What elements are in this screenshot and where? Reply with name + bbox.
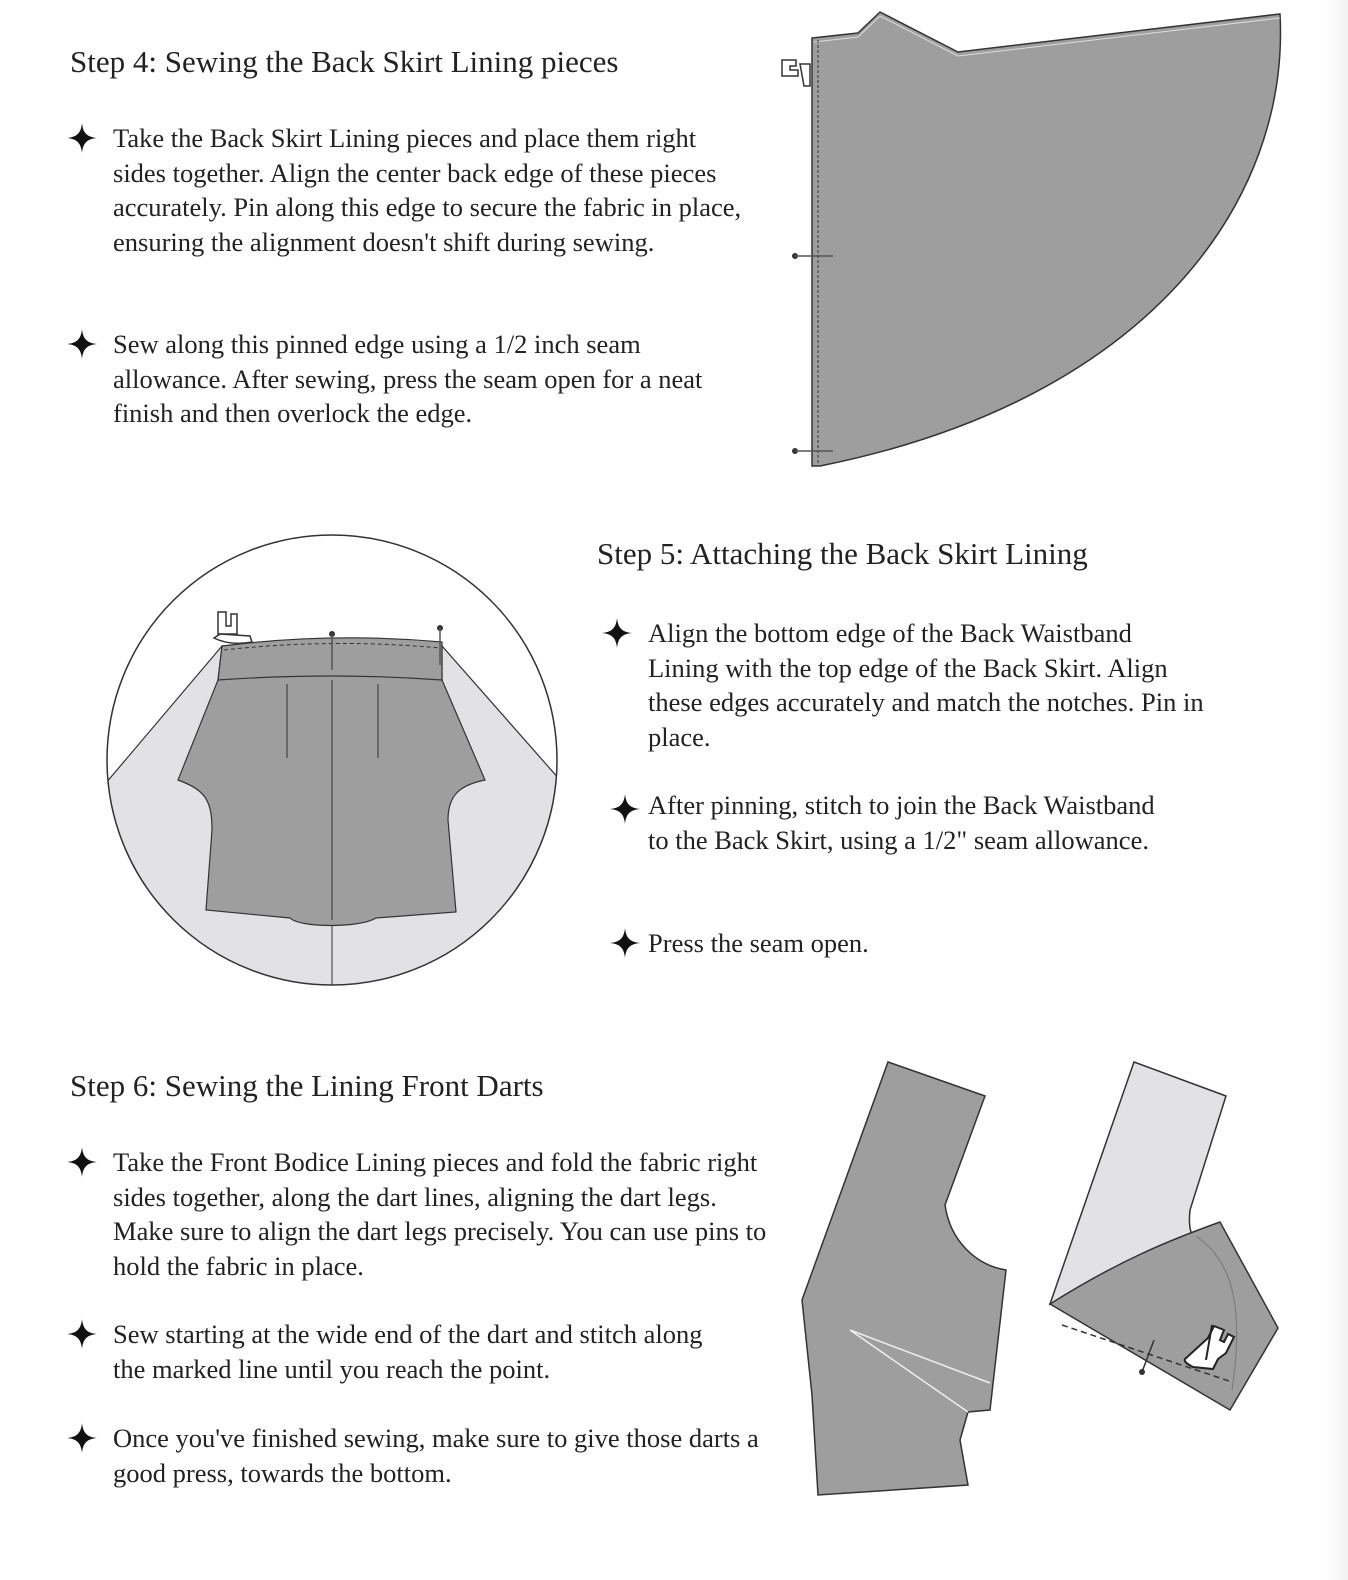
star-bullet-icon <box>67 1147 97 1177</box>
bullet-text: After pinning, stitch to join the Back Waistband to the Back Skirt, using a 1/2" seam allowance. <box>648 790 1155 855</box>
step-6-bullet <box>113 1145 778 1283</box>
star-bullet-icon <box>67 1423 97 1453</box>
step-5-title: Step 5: Attaching the Back Skirt Lining <box>597 536 1088 571</box>
waistband-skirt-illustration <box>100 535 560 1000</box>
star-bullet-icon <box>610 794 640 824</box>
step-5-bullet <box>648 616 1208 754</box>
step-6-bullet <box>113 1421 763 1490</box>
step-5-bullet <box>648 788 1168 857</box>
front-bodice-dart-illustration <box>802 1062 1278 1495</box>
bullet-text: Take the Front Bodice Lining pieces and fold the fabric right sides together, along the dart lines, aligning the dart legs. Make sure to align the dart legs precisely. You can use pins to hold the fabric in place. <box>113 1147 767 1281</box>
presser-foot-icon <box>782 60 810 86</box>
star-bullet-icon <box>602 618 632 648</box>
step-5-bullet <box>648 926 1168 961</box>
step-6-bullet <box>113 1317 733 1386</box>
bullet-text: Take the Back Skirt Lining pieces and place them right sides together. Align the center back edge of these pieces accurately. Pin along this edge to secure the fabric in place, ensuring the alignment doesn't shift during sewing. <box>113 123 742 257</box>
bullet-text: Sew starting at the wide end of the dart and stitch along the marked line until you reach the point. <box>113 1319 703 1384</box>
step-6-title: Step 6: Sewing the Lining Front Darts <box>70 1068 544 1103</box>
bullet-text: Align the bottom edge of the Back Waistband Lining with the top edge of the Back Skirt. Align these edges accurately and match the notches. Pin in place. <box>648 618 1204 752</box>
back-skirt-illustration <box>782 12 1280 466</box>
bullet-text: Sew along this pinned edge using a 1/2 inch seam allowance. After sewing, press the seam open for a neat finish and then overlock the edge. <box>113 329 703 428</box>
step-4-title: Step 4: Sewing the Back Skirt Lining pieces <box>70 44 619 79</box>
star-bullet-icon <box>610 928 640 958</box>
bullet-text: Press the seam open. <box>648 928 869 958</box>
bullet-text: Once you've finished sewing, make sure to give those darts a good press, towards the bottom. <box>113 1423 759 1488</box>
star-bullet-icon <box>67 1319 97 1349</box>
